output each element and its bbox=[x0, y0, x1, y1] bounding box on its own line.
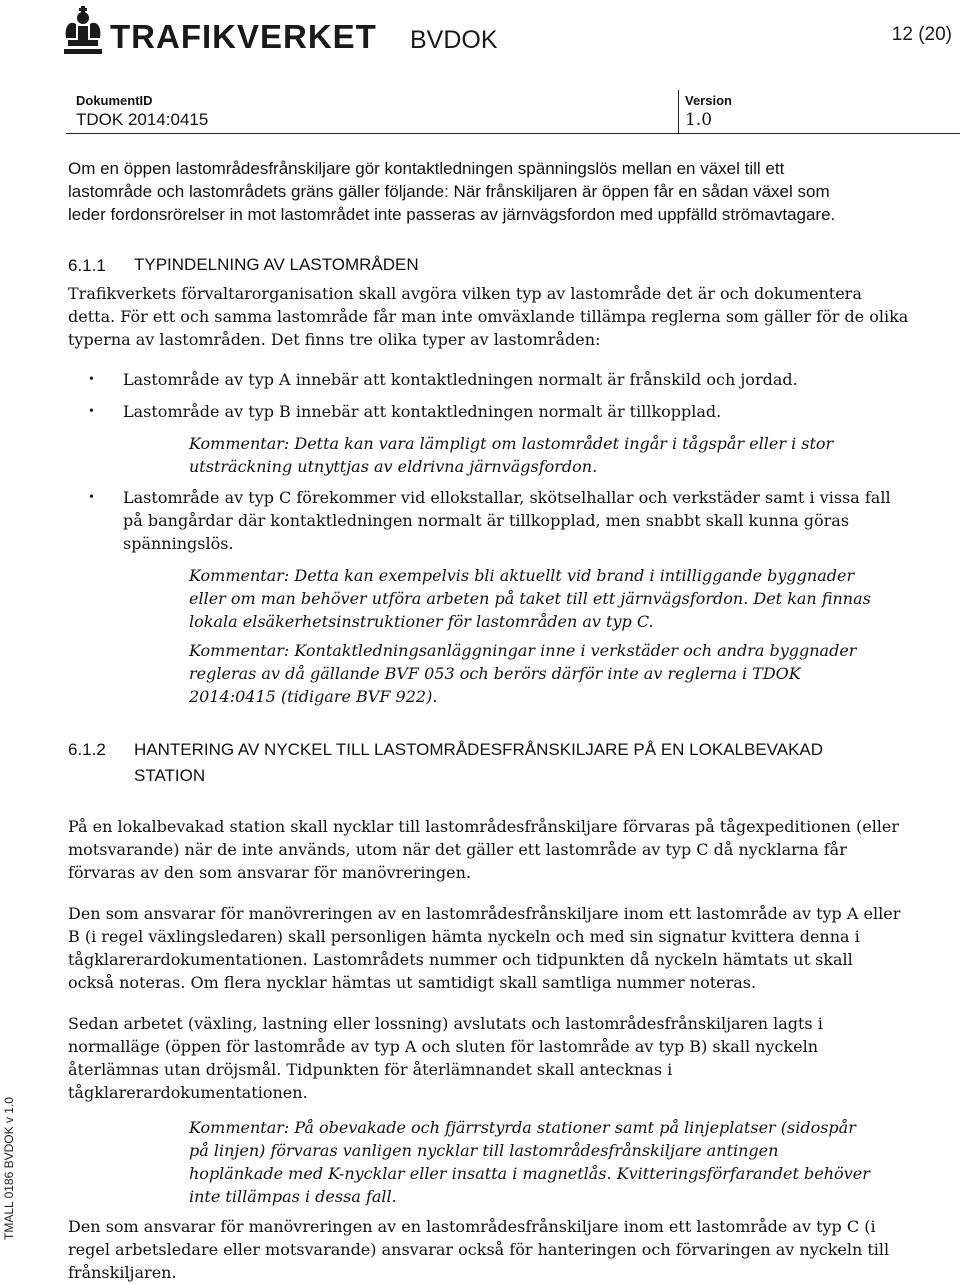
text-line: leder fordonsrörelser in mot lastområdet inte passeras av järnvägsfordon med uppfälld strömavtagare. bbox=[68, 205, 836, 224]
title-line: HANTERING AV NYCKEL TILL LASTOMRÅDESFRÅNSKILJARE PÅ EN LOKALBEVAKAD bbox=[134, 740, 824, 759]
meta-divider bbox=[678, 90, 679, 133]
text-line: spänningslös. bbox=[123, 534, 234, 553]
template-side-label: TMALL 0186 BVDOK v 1.0 bbox=[2, 1097, 16, 1240]
bullet-icon: • bbox=[89, 490, 94, 505]
section-612-paragraph-1 bbox=[68, 815, 899, 884]
text-line: återlämnas utan dröjsmål. Tidpunkten för återlämnandet skall antecknas i bbox=[68, 1060, 673, 1079]
intro-paragraph bbox=[68, 157, 835, 226]
section-612-paragraph-2 bbox=[68, 902, 900, 994]
text-line: Kommentar: Detta kan exempelvis bli aktuellt vid brand i intilliggande byggnader bbox=[189, 566, 855, 585]
section-612-paragraph-4 bbox=[68, 1215, 889, 1284]
text-line: förvaras av den som ansvarar för manövreringen. bbox=[68, 863, 471, 882]
text-line: normalläge (öppen för lastområde av typ A och sluten för lastområde av typ B) skall nyckeln bbox=[68, 1037, 819, 1056]
section-title-611: TYPINDELNING AV LASTOMRÅDEN bbox=[134, 255, 419, 274]
text-line: Kommentar: Kontaktledningsanläggningar inne i verkstäder och andra byggnader bbox=[189, 641, 857, 660]
logo-wordmark: TRAFIKVERKET bbox=[110, 18, 377, 55]
text-line: På en lokalbevakad station skall nycklar till lastområdesfrånskiljare förvaras på tågexpeditionen (eller bbox=[68, 817, 900, 836]
text-line: 2014:0415 (tidigare BVF 922). bbox=[189, 687, 438, 706]
crown-emblem-icon bbox=[60, 4, 106, 62]
document-meta-box bbox=[66, 90, 960, 134]
text-line: inte tillämpas i dessa fall. bbox=[189, 1187, 397, 1206]
text-line: Den som ansvarar för manövreringen av en lastområdesfrånskiljare inom ett lastområde av typ C (i bbox=[68, 1217, 876, 1236]
text-line: Kommentar: På obevakade och fjärrstyrda stationer samt på linjeplatser (sidospår bbox=[189, 1118, 856, 1137]
text-line: eller om man behöver utföra arbeten på taket till ett järnvägsfordon. Det kan finnas bbox=[189, 589, 871, 608]
title-line: STATION bbox=[134, 766, 206, 785]
comment-unattended-stations bbox=[189, 1116, 870, 1208]
text-line: lokala elsäkerhetsinstruktioner för lastområden av typ C. bbox=[189, 612, 654, 631]
text-line: tågklarerardokumentationen. Lastområdets nummer och tidpunkten då nyckeln hämtats ut skall bbox=[68, 950, 853, 969]
section-title-612 bbox=[134, 737, 823, 789]
text-line: B (i regel växlingsledaren) skall personligen hämta nyckeln och med sin signatur kvittera denna i bbox=[68, 927, 860, 946]
bullet-icon: • bbox=[89, 404, 94, 419]
text-line: lastområde och lastområdets gräns gäller följande: När frånskiljaren är öppen får en sådan växel som bbox=[68, 182, 830, 201]
text-line: Kommentar: Detta kan vara lämpligt om lastområdet ingår i tågspår eller i stor bbox=[189, 434, 834, 453]
text-line: hoplänkade med K-nycklar eller insatta i magnetlås. Kvitteringsförfarandet behöver bbox=[189, 1164, 870, 1183]
bullet-type-a: Lastområde av typ A innebär att kontaktledningen normalt är frånskild och jordad. bbox=[123, 370, 798, 389]
text-line: på linjen) förvaras vanligen nycklar till lastområdesfrånskiljare antingen bbox=[189, 1141, 779, 1160]
text-line: Sedan arbetet (växling, lastning eller lossning) avslutats och lastområdesfrånskiljaren lagts i bbox=[68, 1014, 823, 1033]
text-line: regleras av då gällande BVF 053 och berörs därför inte av reglerna i TDOK bbox=[189, 664, 801, 683]
document-type: BVDOK bbox=[410, 26, 498, 54]
section-611-paragraph bbox=[68, 282, 908, 351]
page-number: 12 (20) bbox=[891, 24, 952, 45]
section-612-paragraph-3 bbox=[68, 1012, 823, 1104]
comment-type-c-2 bbox=[189, 639, 856, 708]
text-line: Trafikverkets förvaltarorganisation skall avgöra vilken typ av lastområde det är och dokumentera bbox=[68, 284, 862, 303]
text-line: Den som ansvarar för manövreringen av en lastområdesfrånskiljare inom ett lastområde av typ A eller bbox=[68, 904, 901, 923]
dokument-id-value: TDOK 2014:0415 bbox=[76, 110, 209, 129]
dokument-id-label: DokumentID bbox=[76, 93, 153, 108]
text-line: frånskiljaren. bbox=[68, 1263, 177, 1282]
bullet-type-b: Lastområde av typ B innebär att kontaktledningen normalt är tillkopplad. bbox=[123, 402, 722, 421]
comment-type-b bbox=[189, 432, 833, 478]
text-line: regel arbetsledare eller motsvarande) ansvarar också för hanteringen och förvaringen av nyckeln till bbox=[68, 1240, 890, 1259]
text-line: på bangårdar där kontaktledningen normalt är tillkopplad, men snabbt skall kunna göras bbox=[123, 511, 850, 530]
section-number-611: 6.1.1 bbox=[68, 256, 106, 275]
text-line: motsvarande) när de inte används, utom när det gäller ett lastområde av typ C då nycklarna får bbox=[68, 840, 847, 859]
text-line: också noteras. Om flera nycklar hämtas ut samtidigt skall samtliga nummer noteras. bbox=[68, 973, 757, 992]
text-line: Om en öppen lastområdesfrånskiljare gör kontaktledningen spänningslös mellan en växel till ett bbox=[68, 159, 785, 178]
text-line: Lastområde av typ C förekommer vid ellokstallar, skötselhallar och verkstäder samt i vissa fall bbox=[123, 488, 891, 507]
text-line: utsträckning utnyttjas av eldrivna järnvägsfordon. bbox=[189, 457, 598, 476]
text-line: typerna av lastområden. Det finns tre olika typer av lastområden: bbox=[68, 330, 601, 349]
bullet-type-c bbox=[123, 486, 891, 555]
text-line: tågklarerardokumentationen. bbox=[68, 1083, 308, 1102]
section-number-612: 6.1.2 bbox=[68, 740, 106, 759]
text-line: detta. För ett och samma lastområde får man inte omväxlande tillämpa reglerna som gäller för de olika bbox=[68, 307, 909, 326]
version-label: Version bbox=[685, 93, 732, 108]
bullet-icon: • bbox=[89, 372, 94, 387]
comment-type-c-1 bbox=[189, 564, 871, 633]
version-value: 1.0 bbox=[685, 110, 713, 130]
